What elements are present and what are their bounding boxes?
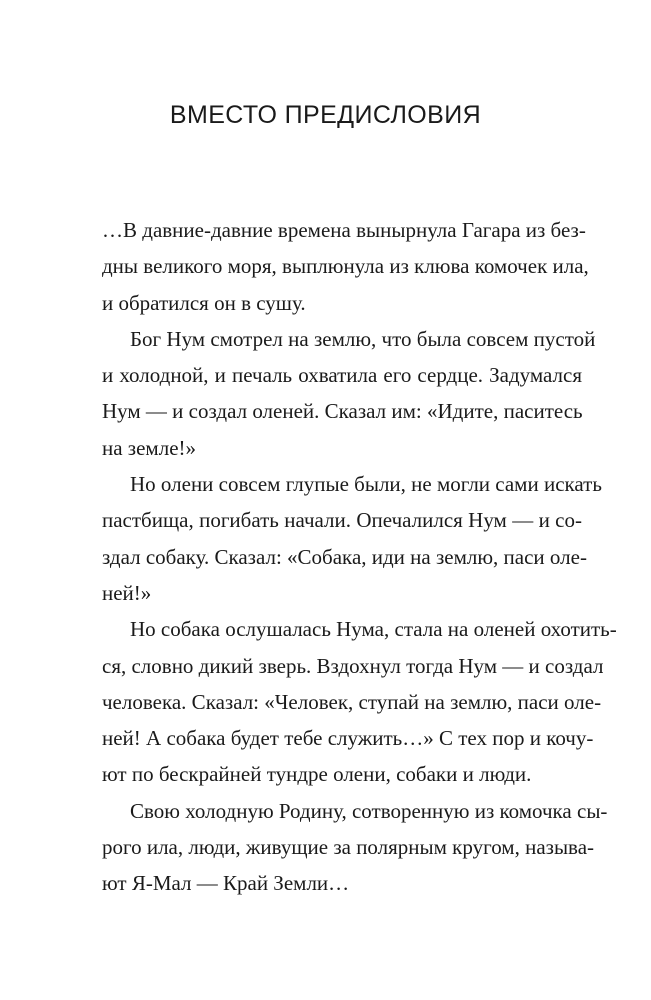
text-line: ся, словно дикий зверь. Вздохнул тогда Нум — и создал <box>102 653 604 678</box>
paragraph <box>102 611 617 792</box>
text-line: ют по бескрайней тундре олени, собаки и люди. <box>102 762 532 787</box>
text-line: …В давние-давние времена вынырнула Гагара из без- <box>102 218 586 242</box>
text-line: и холодной, и печаль охватила его сердце. Задумался <box>102 363 582 388</box>
text-line: рого ила, люди, живущие за полярным кругом, называ- <box>102 835 595 860</box>
text-line: Но собака ослушалась Нума, стала на оленей охотить- <box>130 617 617 642</box>
paragraph <box>102 793 608 902</box>
text-line: здал собаку. Сказал: «Собака, иди на землю, паси оле- <box>102 544 587 569</box>
text-line: Нум — и создал оленей. Сказал им: «Идите, паситесь <box>102 399 583 424</box>
text-line: ют Я-Мал — Край Земли… <box>102 871 350 896</box>
text-line: Свою холодную Родину, сотворенную из комочка сы- <box>130 798 608 823</box>
chapter-heading: ВМЕСТО ПРЕДИСЛОВИЯ <box>169 101 482 129</box>
text-line: ней! А собака будет тебе служить…» С тех пор и кочу- <box>102 726 594 751</box>
paragraph <box>102 321 596 466</box>
text-line: дны великого моря, выплюнула из клюва комочек ила, <box>102 254 589 279</box>
text-line: человека. Сказал: «Человек, ступай на землю, паси оле- <box>102 689 602 714</box>
text-line: и обратился он в сушу. <box>102 290 306 315</box>
text-line: пастбища, погибать начали. Опечалился Нум — и со- <box>102 508 582 533</box>
body-text <box>102 212 617 902</box>
text-line: ней!» <box>102 580 152 605</box>
text-line: Но олени совсем глупые были, не могли сами искать <box>130 472 602 497</box>
text-line: на земле!» <box>102 435 197 460</box>
paragraph <box>102 212 589 321</box>
text-line: Бог Нум смотрел на землю, что была совсем пустой <box>130 326 596 351</box>
paragraph <box>102 466 602 611</box>
